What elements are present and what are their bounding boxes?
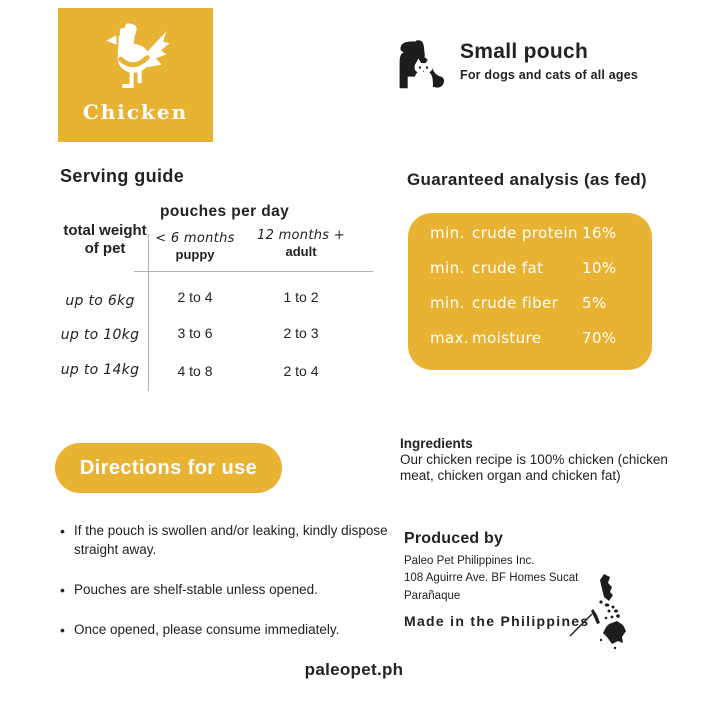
analysis-title: Guaranteed analysis (as fed) <box>407 170 647 189</box>
analysis-label: crude fiber <box>472 294 559 313</box>
directions-item: • Pouches are shelf-stable unless opened. <box>60 581 410 600</box>
analysis-qualifier: min. <box>430 223 465 242</box>
analysis-label: crude protein <box>472 223 578 242</box>
chicken-icon <box>96 20 176 100</box>
ingredients-body: Our chicken recipe is 100% chicken (chicken meat, chicken organ and chicken fat) <box>400 452 668 484</box>
table-cell-adult: 2 to 4 <box>283 363 319 379</box>
pouch-header <box>396 36 638 92</box>
analysis-label: crude fat <box>472 258 544 277</box>
website-text: paleopet.ph <box>304 660 404 679</box>
flavor-name: Chicken <box>82 100 189 124</box>
dog-cat-icon <box>396 36 450 92</box>
table-cell-adult: 2 to 3 <box>283 325 319 341</box>
analysis-row <box>430 259 634 277</box>
table-horizontal-divider <box>134 271 373 272</box>
analysis-row <box>430 224 634 242</box>
producer-line: 108 Aguirre Ave. BF Homes Sucat <box>404 572 579 585</box>
table-cell-adult: 1 to 2 <box>283 289 319 305</box>
ingredients-section <box>400 436 700 485</box>
column-age-label: 12 months + <box>257 228 345 243</box>
pouch-subtitle: For dogs and cats of all ages <box>460 68 639 82</box>
analysis-value: 10% <box>582 258 617 277</box>
producer-line: Paleo Pet Philippines Inc. <box>404 555 535 567</box>
column-stage-label: adult <box>285 244 317 259</box>
directions-banner <box>55 443 282 493</box>
column-header-adult <box>248 228 354 259</box>
pouch-title: Small pouch <box>460 40 589 63</box>
table-cell-puppy: 4 to 8 <box>177 363 213 379</box>
flavor-box <box>58 8 213 142</box>
table-cell-puppy: 2 to 4 <box>177 289 213 305</box>
analysis-qualifier: min. <box>430 258 465 277</box>
table-group-header: pouches per day <box>160 203 290 220</box>
analysis-label: moisture <box>472 329 542 348</box>
column-stage-label: puppy <box>175 247 215 262</box>
ingredients-title: Ingredients <box>400 436 473 451</box>
analysis-value: 70% <box>582 329 617 348</box>
pouch-text <box>460 36 638 82</box>
producer-line: Parañaque <box>404 589 461 602</box>
analysis-row <box>430 329 634 347</box>
serving-guide-title: Serving guide <box>60 166 185 186</box>
directions-item: • If the pouch is swollen and/or leaking, kindly dispose straight away. <box>60 522 410 560</box>
column-age-label: < 6 months <box>155 231 235 246</box>
table-cell-puppy: 3 to 6 <box>177 325 213 341</box>
made-in-label: Made in the Philippines <box>404 613 590 629</box>
column-header-puppy <box>150 231 240 262</box>
philippines-map-icon <box>562 572 634 656</box>
analysis-value: 5% <box>582 294 607 313</box>
analysis-value: 16% <box>582 223 617 242</box>
directions-title: Directions for use <box>79 456 258 479</box>
directions-list <box>60 522 410 661</box>
analysis-qualifier: max. <box>430 329 470 348</box>
analysis-row <box>430 294 634 312</box>
analysis-qualifier: min. <box>430 294 465 313</box>
producer-title: Produced by <box>404 530 504 547</box>
directions-item: • Once opened, please consume immediately. <box>60 621 410 640</box>
table-row-weight: up to 6kg <box>65 293 135 309</box>
table-corner-label: total weight of pet <box>63 222 147 257</box>
analysis-box <box>408 213 652 370</box>
table-row-weight: up to 14kg <box>60 362 140 378</box>
table-row-weight: up to 10kg <box>60 327 140 343</box>
